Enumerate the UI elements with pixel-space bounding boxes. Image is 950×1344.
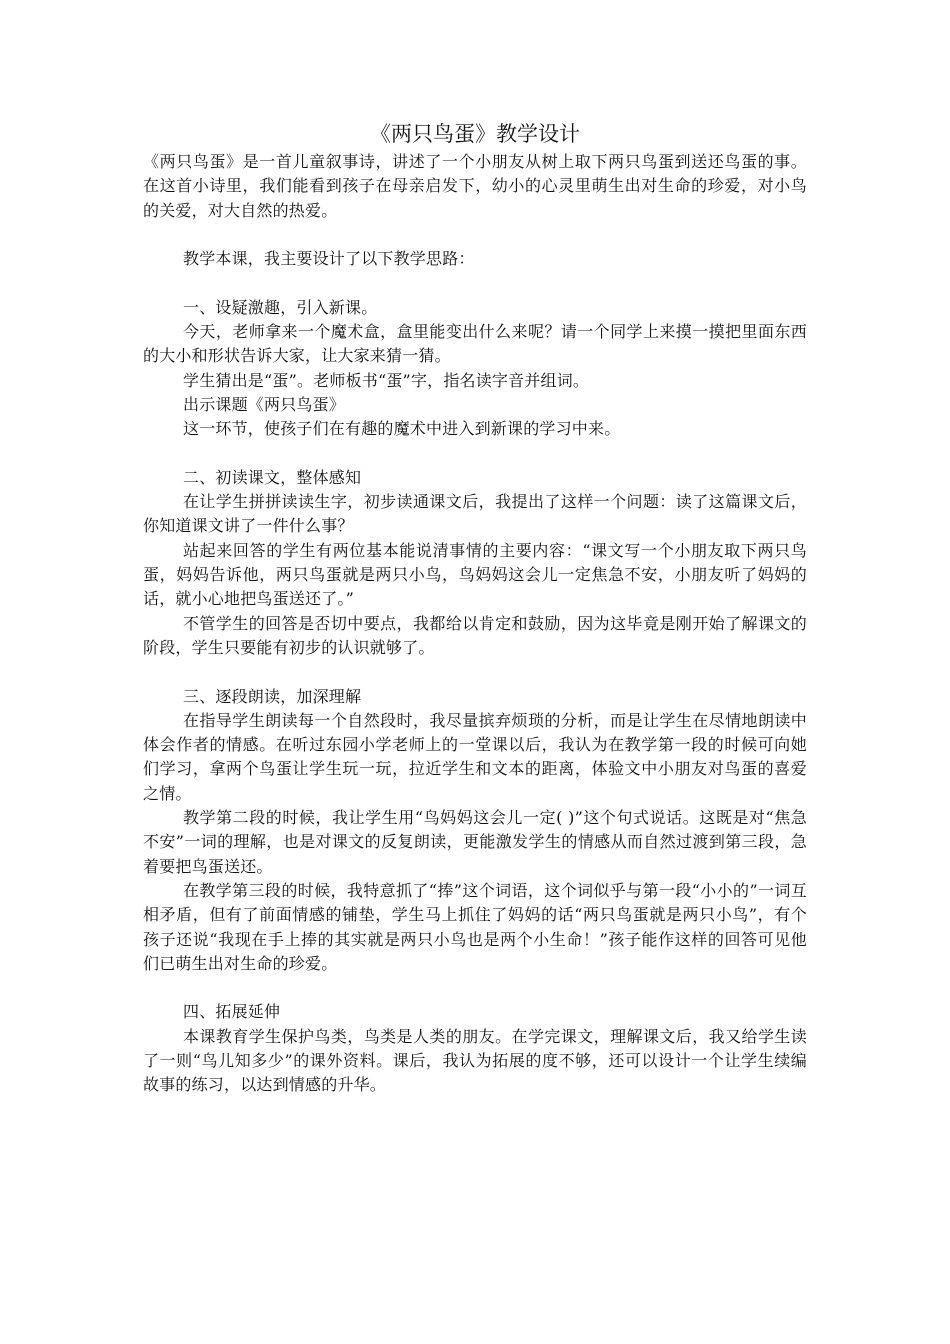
- section-heading: 一、设疑激趣，引入新课。: [183, 297, 378, 317]
- section-paragraph: 出示课题《两只鸟蛋》: [183, 394, 346, 414]
- section-paragraph: 不管学生的回答是否切中要点，我都给以肯定和鼓励，因为这毕竟是刚开始了解课文的阶段，学生只要能有初步的认识就够了。: [143, 613, 807, 657]
- spacer: [143, 271, 807, 295]
- intro-paragraph: 《两只鸟蛋》是一首儿童叙事诗，讲述了一个小朋友从树上取下两只鸟蛋到送还鸟蛋的事。在这首小诗里，我们能看到孩子在母亲启发下，幼小的心灵里萌生出对生命的珍爱，对小鸟的关爱，对大自然的热爱。: [143, 152, 807, 220]
- section-paragraph: 今天，老师拿来一个魔术盒，盒里能变出什么来呢？请一个同学上来摸一摸把里面东西的大小和形状告诉大家，让大家来猜一猜。: [143, 322, 807, 366]
- spacer: [143, 223, 807, 247]
- document-page: [143, 118, 807, 1098]
- section-heading: 四、拓展延伸: [183, 1002, 281, 1022]
- section-paragraph: 在让学生拼拼读读生字，初步读通课文后，我提出了这样一个问题：读了这篇课文后，你知道课文讲了一件什么事？: [143, 492, 807, 536]
- section-paragraph: 站起来回答的学生有两位基本能说清事情的主要内容：“课文写一个小朋友取下两只鸟蛋，妈妈告诉他，两只鸟蛋就是两只小鸟，鸟妈妈这会儿一定焦急不安，小朋友听了妈妈的话，就小心地把鸟蛋送还了。”: [143, 540, 807, 609]
- plan-intro-paragraph: 教学本课，我主要设计了以下教学思路：: [183, 249, 475, 269]
- section-paragraph: 在指导学生朗读每一个自然段时，我尽量摈弃烦琐的分析，而是让学生在尽情地朗读中体会作者的情感。在听过东园小学老师上的一堂课以后，我认为在教学第一段的时候可向她们学习，拿两个鸟蛋让学生玩一玩，拉近学生和文本的距离，体验文中小朋友对鸟蛋的喜爱之情。: [143, 710, 807, 803]
- section-heading: 三、逐段朗读，加深理解: [183, 686, 362, 706]
- section-paragraph: 教学第二段的时候，我让学生用“鸟妈妈这会儿一定( )”这个句式说话。这既是对“焦急不安”一词的理解，也是对课文的反复朗读，更能激发学生的情感从而自然过渡到第三段，急着要把鸟蛋送还。: [143, 808, 807, 876]
- document-title: 《两只鸟蛋》教学设计: [370, 122, 580, 146]
- spacer: [143, 660, 807, 684]
- section-paragraph: 本课教育学生保护鸟类，鸟类是人类的朋友。在学完课文，理解课文后，我又给学生读了一则“鸟儿知多少”的课外资料。课后，我认为拓展的度不够，还可以设计一个让学生续编故事的练习，以达到情感的升华。: [143, 1026, 807, 1095]
- spacer: [143, 442, 807, 466]
- spacer: [143, 976, 807, 1000]
- section-paragraph: 学生猜出是“蛋”。老师板书“蛋”字，指名读字音并组词。: [183, 370, 590, 390]
- section-paragraph: 这一环节，使孩子们在有趣的魔术中进入到新课的学习中来。: [183, 419, 621, 439]
- section-heading: 二、初读课文，整体感知: [183, 467, 362, 487]
- section-paragraph: 在教学第三段的时候，我特意抓了“捧”这个词语，这个词似乎与第一段“小小的”一词互相矛盾，但有了前面情感的铺垫，学生马上抓住了妈妈的话“两只鸟蛋就是两只小鸟”，有个孩子还说“我现在手上捧的其实就是两只小鸟也是两个小生命！”孩子能作这样的回答可见他们已萌生出对生命的珍爱。: [143, 880, 807, 973]
